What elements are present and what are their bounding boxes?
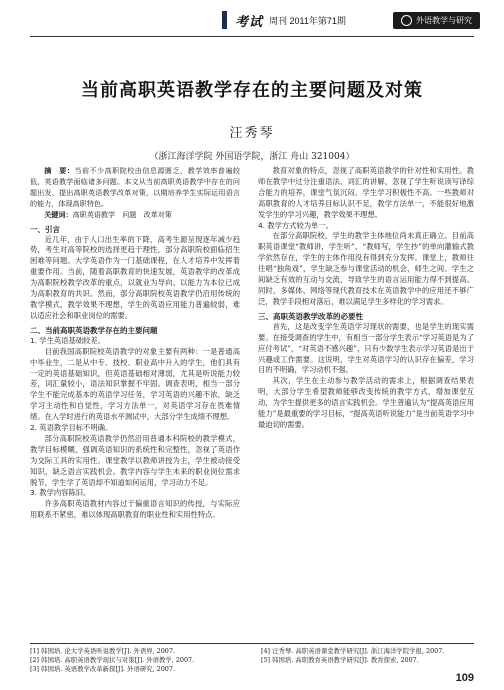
subsection-heading: 3. 教学内容陈旧。 bbox=[30, 488, 91, 498]
article-title: 当前高职英语教学存在的主要问题及对策 bbox=[81, 80, 423, 101]
paragraph: 目前我国高职院校英语教学的对象主要有两种：一是普通高中毕业生，二是从中专、技校、职业高中升入的学生，他们具有一定的英语基础知识，但英语基础相对薄弱，尤其是听说能力较差，词汇量较小，语法知识掌握不牢固。调查表明，相当一部分学生不能完成基本的英语学习任务，学习英语的兴趣不浓，缺乏学习主动性和自觉性，学习方法单一，对英语学习存在畏难情绪。在入学时进行的英语水平测试中，大部分学生成绩不理想。 bbox=[30, 346, 240, 422]
reference-item: [5] 韩国培. 高职教育英语教学研究[J]. 教育探索, 2007. bbox=[261, 655, 419, 664]
references-col-1 bbox=[30, 647, 243, 673]
references-col-2 bbox=[261, 647, 474, 673]
abstract-text: 当前不少高职院校由信息源匮乏，教学效率普遍较低，英语教学面临诸多问题。本文从当前高职英语教学中存在的问题出发，提出高职英语教学改革对策，以期培养学生实际运用语言的能力，体现高职特色。 bbox=[30, 166, 241, 208]
abstract bbox=[30, 166, 240, 210]
references bbox=[30, 643, 474, 673]
left-column bbox=[30, 166, 240, 521]
abstract-label: 摘 要： bbox=[44, 166, 75, 175]
section-heading: 一、引言 bbox=[30, 224, 60, 234]
paragraph: 在部分高职院校，学生的教学主体地位尚未真正确立。目前高职英语课堂“教师讲，学生听”、“教师写，学生抄”的单向灌输式教学依然存在，学生的主体作用没有得到充分发挥。课堂上，教师往往唱“独角戏”，学生缺乏参与课堂活动的机会，师生之间、学生之间缺乏有效的互动与交流，导致学生的语言运用能力得不到提高。同时，多媒体、网络等现代教育技术在英语教学中的应用还不够广泛，教学手段相对落后，难以满足学生多样化的学习需求。 bbox=[258, 231, 474, 306]
page-number: 109 bbox=[455, 672, 474, 684]
paragraph: 其次，学生在主动参与教学活动的需求上，根据调查结果表明，大部分学生希望教师能够改变传统的教学方式，增加课堂互动，为学生提供更多的语言实践机会。学生普遍认为“提高英语应用能力”是最重要的学习目标，“提高英语听说能力”是当前英语学习中最迫切的需要。 bbox=[258, 376, 474, 429]
journal-name: 考试 bbox=[235, 14, 264, 30]
right-column bbox=[258, 166, 474, 431]
journal-issue: 周刊 2011年第71期 bbox=[269, 15, 346, 26]
header-divider bbox=[30, 36, 474, 37]
keywords-label: 关键词： bbox=[44, 209, 73, 219]
subsection-heading: 2. 英语教学目标不明确。 bbox=[30, 423, 113, 433]
section-badge bbox=[393, 8, 480, 32]
author-name: 汪秀琴 bbox=[229, 126, 275, 141]
subsection-heading: 1. 学生英语基础较差。 bbox=[30, 335, 105, 345]
masthead-bar bbox=[222, 11, 227, 29]
paragraph: 近几年，由于人口出生率的下降，高考生源呈现逐年减少趋势，考生对高等院校的选择更趋于理性，部分高职院校面临招生困难等问题。大学英语作为一门基础课程，在人才培养中发挥着重要作用。当前，随着高职教育的快速发展，英语教学的改革成为高职院校教学改革的重点，以就业为导向、以能力为本位已成为高职教育的共识。然而，部分高职院校英语教学仍沿用传统的教学模式，教学效果不理想，学生的英语应用能力普遍较弱，难以适应社会和职业岗位的需要。 bbox=[30, 234, 240, 320]
reference-item: [3] 韩国培. 英语教学改革新探[J]. 外语研究, 2007. bbox=[30, 664, 175, 673]
paragraph: 教育对象的特点，忽视了高职英语教学的针对性和实用性。教师在教学中过分注重语法、词汇的讲解，忽视了学生听说读写译综合能力的培养，课堂气氛沉闷，学生学习积极性不高。一些教师对高职教育的人才培养目标认识不足，教学方法单一，不能很好地激发学生的学习兴趣，教学效果不理想。 bbox=[258, 166, 474, 219]
section-heading: 三、高职英语教学改革的必要性 bbox=[258, 311, 363, 321]
reference-item: [2] 韩国培. 高职英语教学现状与对策[J]. 外语教学, 2007. bbox=[30, 655, 195, 664]
paragraph: 许多高职英语教材内容过于偏重语言知识的传授，与实际应用联系不紧密，难以体现高职教育的职业性和实用性特点。 bbox=[30, 499, 240, 520]
keywords-text: 高职英语教学 问题 改革对策 bbox=[72, 209, 172, 219]
section-heading: 二、当前高职英语教学存在的主要问题 bbox=[30, 325, 158, 335]
paragraph: 首先，这是改变学生英语学习现状的需要，也是学生的现实需要。在接受调查的学生中，有相当一部分学生表示“学习英语是为了应付考试”，“对英语不感兴趣”，只有少数学生表示学习英语是出于兴趣或工作需要。这说明，学生对英语学习的认识存在偏差，学习目的不明确，学习动机不强。 bbox=[258, 321, 474, 375]
section-label: 外语教学与研究 bbox=[416, 15, 472, 25]
circle-icon bbox=[401, 15, 412, 26]
reference-item: [1] 韩国培. 论大学英语听说教学[J]. 外语界, 2007. bbox=[30, 647, 175, 655]
author-affiliation: （浙江海洋学院 外国语学院，浙江 舟山 321004） bbox=[149, 152, 355, 162]
page-header bbox=[0, 0, 504, 40]
subsection-heading: 4. 教学方式较为单一。 bbox=[258, 220, 333, 230]
paragraph: 部分高职院校英语教学仍然沿用普通本科院校的教学模式，教学目标模糊，强调英语知识的系统性和完整性，忽视了英语作为交际工具的实用性。课堂教学以教师讲授为主，学生被动接受知识，缺乏语言实践机会。教学内容与学生未来的职业岗位需求脱节，学生学了英语却不知道如何运用，学习动力不足。 bbox=[30, 433, 240, 487]
keywords bbox=[30, 210, 240, 221]
reference-item: [4] 汪秀琴. 高职英语课堂教学研究[J]. 浙江海洋学院学报, 2007. bbox=[261, 647, 445, 655]
journal-masthead bbox=[222, 8, 346, 32]
